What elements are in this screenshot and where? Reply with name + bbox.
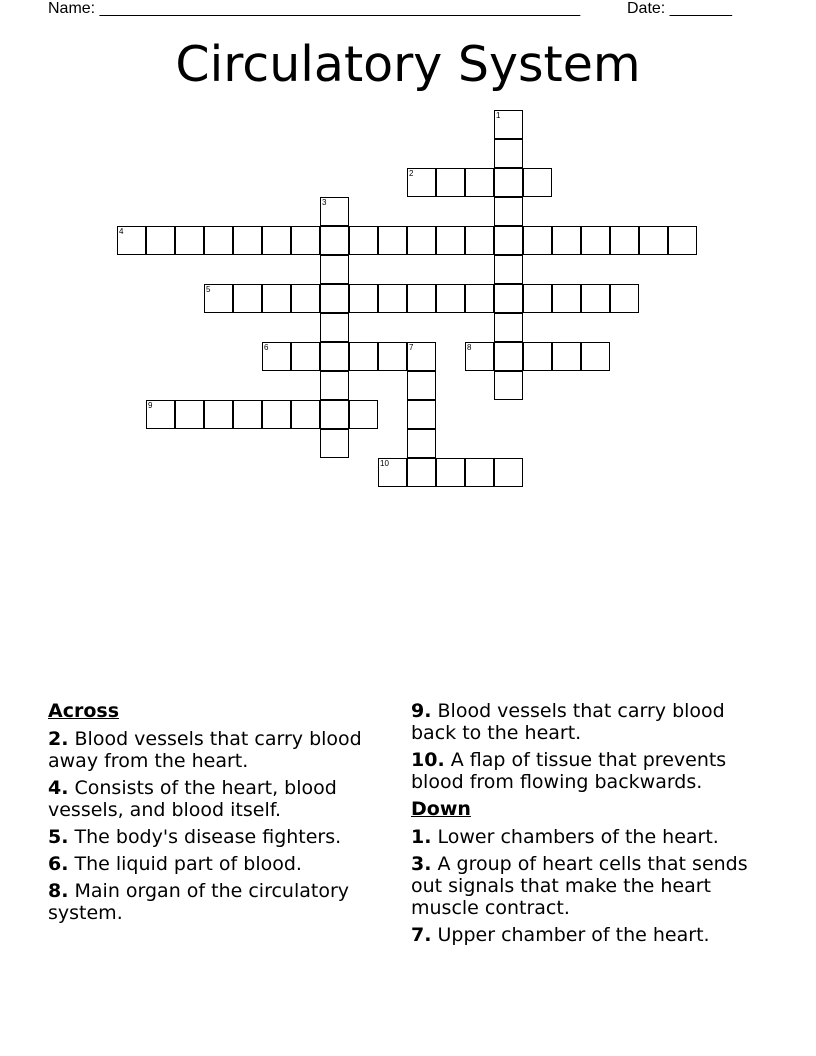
crossword-cell[interactable] [320,313,349,342]
crossword-cell[interactable] [494,284,523,313]
crossword-cell[interactable] [378,458,407,487]
crossword-cell[interactable] [291,400,320,429]
crossword-cell[interactable] [320,197,349,226]
clue-across-10 [411,749,761,793]
crossword-cell[interactable] [465,168,494,197]
clue-across-9 [411,700,761,744]
crossword-cell[interactable] [320,429,349,458]
cell-number: 8 [467,343,472,352]
crossword-cell[interactable] [494,342,523,371]
clue-text: The liquid part of blood. [74,853,302,875]
crossword-cell[interactable] [349,342,378,371]
crossword-cell[interactable] [465,342,494,371]
crossword-cell[interactable] [407,284,436,313]
crossword-cell[interactable] [494,458,523,487]
crossword-cell[interactable] [407,226,436,255]
crossword-cell[interactable] [262,226,291,255]
crossword-cell[interactable] [639,226,668,255]
crossword-cell[interactable] [436,458,465,487]
crossword-cell[interactable] [175,226,204,255]
crossword-cell[interactable] [204,226,233,255]
clue-across-8 [48,880,393,924]
crossword-cell[interactable] [494,110,523,139]
cell-number: 2 [409,169,414,178]
cell-number: 6 [264,343,269,352]
clue-number: 2. [48,728,69,750]
crossword-cell[interactable] [378,342,407,371]
crossword-cell[interactable] [523,168,552,197]
crossword-cell[interactable] [378,226,407,255]
cell-number: 7 [409,343,414,352]
crossword-cell[interactable] [523,284,552,313]
crossword-cell[interactable] [552,342,581,371]
clue-text: A flap of tissue that prevents blood from flowing backwards. [411,749,727,793]
crossword-cell[interactable] [494,371,523,400]
crossword-cell[interactable] [407,168,436,197]
crossword-cell[interactable] [291,342,320,371]
page-title: Circulatory System [175,36,641,93]
date-field-label: Date: _______ [627,0,732,17]
crossword-cell[interactable] [407,342,436,371]
crossword-cell[interactable] [320,284,349,313]
crossword-cell[interactable] [204,284,233,313]
crossword-cell[interactable] [436,168,465,197]
cell-number: 3 [322,198,327,207]
clue-down-1 [411,826,761,848]
clue-text: The body's disease fighters. [74,826,342,848]
crossword-cell[interactable] [407,400,436,429]
name-field-label: Name: ______________________________________________________ [48,0,581,17]
crossword-cell[interactable] [117,226,146,255]
clue-across-4 [48,777,393,821]
clue-number: 6. [48,853,69,875]
crossword-cell[interactable] [610,226,639,255]
clue-number: 3. [411,853,432,875]
crossword-cell[interactable] [320,371,349,400]
crossword-cell[interactable] [436,284,465,313]
across-heading: Across [48,700,120,722]
crossword-cell[interactable] [523,342,552,371]
crossword-cell[interactable] [494,139,523,168]
crossword-cell[interactable] [233,226,262,255]
clues-left-column [48,700,393,929]
clue-number: 7. [411,924,432,946]
crossword-cell[interactable] [146,226,175,255]
crossword-cell[interactable] [465,226,494,255]
crossword-grid [0,0,816,500]
clue-text: Blood vessels that carry blood away from the heart. [48,728,362,772]
crossword-cell[interactable] [552,226,581,255]
crossword-cell[interactable] [349,226,378,255]
crossword-cell[interactable] [320,226,349,255]
clue-number: 9. [411,700,432,722]
crossword-cell[interactable] [233,284,262,313]
crossword-cell[interactable] [494,226,523,255]
crossword-cell[interactable] [262,400,291,429]
crossword-cell[interactable] [320,255,349,284]
crossword-cell[interactable] [175,400,204,429]
crossword-cell[interactable] [407,458,436,487]
crossword-cell[interactable] [465,284,494,313]
cell-number: 5 [206,285,211,294]
clue-text: Lower chambers of the heart. [437,826,719,848]
crossword-cell[interactable] [233,400,262,429]
crossword-cell[interactable] [581,226,610,255]
clue-text: A group of heart cells that sends out signals that make the heart muscle contract. [411,853,748,919]
clue-text: Upper chamber of the heart. [437,924,710,946]
clue-number: 8. [48,880,69,902]
crossword-cell[interactable] [262,342,291,371]
clue-number: 1. [411,826,432,848]
clue-number: 4. [48,777,69,799]
clue-across-6 [48,853,393,875]
crossword-cell[interactable] [407,429,436,458]
crossword-cell[interactable] [523,226,552,255]
crossword-cell[interactable] [494,313,523,342]
crossword-cell[interactable] [436,226,465,255]
crossword-cell[interactable] [146,400,175,429]
crossword-cell[interactable] [291,284,320,313]
clue-text: Consists of the heart, blood vessels, and blood itself. [48,777,337,821]
crossword-cell[interactable] [349,400,378,429]
clue-across-2 [48,728,393,772]
clue-number: 5. [48,826,69,848]
clue-down-3 [411,853,761,919]
crossword-cell[interactable] [291,226,320,255]
down-heading: Down [411,798,471,820]
clue-across-5 [48,826,393,848]
crossword-cell[interactable] [494,168,523,197]
clue-number: 10. [411,749,445,771]
crossword-cell[interactable] [581,342,610,371]
crossword-cell[interactable] [494,197,523,226]
crossword-cell[interactable] [378,284,407,313]
cell-number: 4 [119,227,124,236]
crossword-cell[interactable] [552,284,581,313]
clue-text: Main organ of the circulatory system. [48,880,350,924]
crossword-cell[interactable] [494,255,523,284]
crossword-cell[interactable] [465,458,494,487]
crossword-cell[interactable] [204,400,233,429]
clues-right-column [411,700,761,951]
crossword-cell[interactable] [320,400,349,429]
cell-number: 1 [496,111,501,120]
crossword-cell[interactable] [320,342,349,371]
crossword-cell[interactable] [668,226,697,255]
crossword-cell[interactable] [262,284,291,313]
cell-number: 9 [148,401,153,410]
crossword-cell[interactable] [349,284,378,313]
crossword-cell[interactable] [610,284,639,313]
clue-text: Blood vessels that carry blood back to the heart. [411,700,725,744]
crossword-cell[interactable] [407,371,436,400]
crossword-cell[interactable] [581,284,610,313]
cell-number: 10 [380,459,389,468]
clue-down-7 [411,924,761,946]
